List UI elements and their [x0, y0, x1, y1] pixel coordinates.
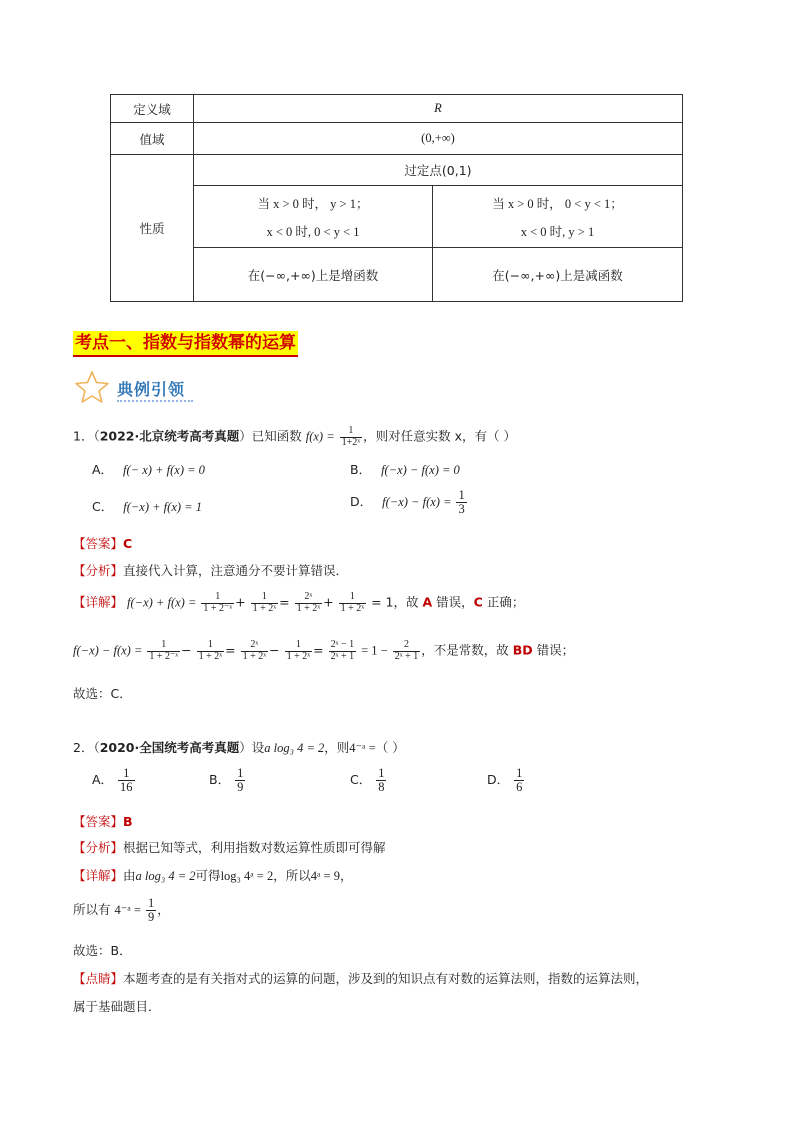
q1-option-a[interactable] — [92, 460, 205, 478]
q2-expression: 4⁻ᵃ = — [349, 741, 376, 755]
option-label: C． — [350, 772, 372, 788]
fraction — [201, 592, 234, 614]
detail-lhs: f(−x) − f(x) = — [73, 643, 143, 658]
numerator: 1 — [237, 766, 244, 780]
cond-line-2: x < 0 时, 0 < y < 1 — [266, 224, 360, 239]
detail-text: = 1，故 — [371, 594, 423, 610]
fraction — [393, 640, 421, 662]
analysis-tag: 【分析】 — [73, 840, 124, 855]
detail-text: 错误， — [432, 594, 474, 610]
cell-increasing: 在(−∞,+∞)上是增函数 — [194, 248, 433, 302]
q2-condition: a log₃ 4 = 2 — [264, 741, 325, 755]
denominator: 1 + 2⁻ˣ — [203, 602, 233, 614]
denominator: 16 — [120, 780, 133, 795]
section-title: 考点一、指数与指数幂的运算 — [73, 331, 298, 357]
numerator: 1 — [458, 488, 465, 502]
option-text: f(−x) − f(x) = — [382, 495, 452, 510]
fraction — [295, 592, 323, 614]
q2-answer — [73, 812, 133, 830]
cell-props-label: 性质 — [111, 155, 194, 302]
detail-option: A — [422, 594, 433, 610]
numerator: 1 — [339, 592, 367, 604]
cond-line-2: x < 0 时, y > 1 — [520, 224, 595, 239]
detail-text: 所以有 — [73, 902, 111, 918]
numerator: 1 — [118, 767, 135, 781]
option-fraction — [456, 489, 466, 516]
q2-option-a[interactable] — [92, 767, 136, 794]
q1-detail-line-2: f(−x) − f(x) = $\frac{1}{\text{1 + 2⁻ˣ}}$ − $\frac{1}{\text{1 + 2ˣ}}$ = $\frac{\text{2ˣ}}{\text{1 + 2ˣ}}$ − $\frac{1}{\text{1 + 2ˣ}}$ = $\frac{\text{2ˣ − 1}}{\text{2ˣ + 1}}$ = 1 − $\frac{2}{\text{2ˣ + 1}}$ ，不是常数，故 BD 错误； — [73, 639, 575, 662]
q2-stem — [73, 738, 405, 756]
analysis-tag: 【分析】 — [73, 563, 124, 578]
answer-value: B — [123, 814, 133, 829]
q2-option-d[interactable] — [487, 767, 525, 794]
detail-tag: 【详解】 — [73, 594, 124, 610]
analysis-text: 根据已知等式，利用指数对数运算性质即可得解 — [123, 840, 386, 855]
cell-domain-label: 定义域 — [111, 95, 194, 123]
detail-option: BD — [512, 642, 533, 658]
answer-tag: 【答案】 — [73, 814, 124, 829]
numerator: 1 — [378, 766, 385, 780]
q2-detail-line-2 — [73, 897, 170, 924]
q1-text-tail: ，则对任意实数 x，有（ ） — [363, 428, 517, 444]
q1-answer — [73, 534, 132, 552]
numerator: 2 — [393, 640, 421, 652]
q1-choose: 故选：C． — [73, 686, 132, 701]
detail-text: = 1 − — [361, 643, 388, 658]
denominator: 9 — [237, 780, 244, 795]
q2-source: 2020·全国统考高考真题 — [99, 740, 240, 755]
numerator: 1 — [251, 592, 279, 604]
fraction — [285, 640, 313, 662]
q2-comment-line-1 — [73, 969, 648, 987]
q1-number: 1．（ — [73, 428, 100, 444]
q1-function: f(x) = — [305, 429, 335, 444]
q1-option-b[interactable] — [350, 460, 460, 478]
answer-tag: 【答案】 — [73, 536, 124, 551]
denominator: 9 — [147, 910, 155, 925]
q1-option-d[interactable] — [350, 489, 468, 516]
q2-text: ）设 — [239, 740, 265, 755]
cell-increasing-cond — [194, 186, 433, 248]
denominator: 2ˣ + 1 — [394, 650, 419, 662]
denominator: 1 + 2ˣ — [286, 650, 311, 662]
option-label: A． — [92, 462, 114, 477]
denominator: 2ˣ + 1 — [330, 650, 355, 662]
denominator: 1 + 2ˣ — [252, 602, 277, 614]
denominator: 1 + 2⁻ˣ — [149, 650, 179, 662]
option-fraction — [118, 767, 135, 794]
numerator: 1 — [201, 592, 234, 604]
detail-text: 正确； — [482, 594, 525, 610]
badge-label: 典例引领 — [117, 380, 186, 399]
option-label: D． — [350, 494, 373, 510]
q2-number: 2．（ — [73, 740, 100, 755]
option-label: A． — [92, 772, 114, 788]
q1-analysis — [73, 561, 348, 579]
q2-analysis — [73, 838, 386, 856]
option-label: B． — [209, 772, 231, 788]
cell-decreasing-cond — [433, 186, 683, 248]
option-label: D． — [487, 772, 510, 788]
option-fraction — [235, 767, 245, 794]
properties-table — [110, 94, 683, 302]
denominator: 3 — [458, 502, 465, 517]
cell-range-value: (0,+∞) — [194, 123, 683, 155]
detail-math: log₃ 4ᵃ = 2 — [220, 869, 274, 883]
detail-tag: 【详解】 — [73, 868, 124, 883]
detail-math: 4ᵃ = 9 — [310, 869, 340, 883]
detail-text: 可得 — [195, 868, 221, 883]
option-text: f(− x) + f(x) = 0 — [123, 463, 205, 477]
numerator: 1 — [197, 640, 225, 652]
detail-text: 错误； — [532, 642, 575, 658]
q1-text: ）已知函数 — [239, 428, 302, 444]
badge-underline — [117, 400, 193, 402]
denominator: 1 + 2ˣ — [296, 602, 321, 614]
numerator: 2ˣ — [241, 640, 269, 652]
option-label: B． — [350, 462, 372, 477]
cell-domain-value: R — [194, 95, 683, 123]
detail-math: a log₃ 4 = 2 — [135, 869, 196, 883]
star-icon — [74, 370, 110, 404]
q1-option-c[interactable] — [92, 497, 202, 515]
fraction — [146, 897, 156, 924]
numerator: 2ˣ — [295, 592, 323, 604]
detail-text: 由 — [123, 868, 136, 883]
numerator: 1 — [147, 896, 155, 910]
answer-value: C — [123, 536, 133, 551]
numerator: 2ˣ − 1 — [330, 639, 355, 650]
q1-function-fraction — [340, 426, 363, 448]
q2-text: ，则 — [324, 740, 350, 755]
denominator: 6 — [516, 780, 523, 795]
detail-lhs: f(−x) + f(x) = — [127, 595, 197, 610]
q1-source: 2022·北京统考高考真题 — [99, 428, 240, 444]
q2-option-c[interactable] — [350, 767, 387, 794]
q1-detail-line-1: 【详解】 f(−x) + f(x) = $\frac{1}{\text{1 + 2⁻ˣ}}$ + $\frac{1}{\text{1 + 2ˣ}}$ = $\frac{\text{2ˣ}}{\text{1 + 2ˣ}}$ + $\frac{1}{\text{1 + 2ˣ}}$ = 1，故 A 错误，C 正确； — [73, 591, 525, 614]
option-label: C． — [92, 499, 114, 514]
fraction — [329, 640, 357, 662]
numerator: 1 — [285, 640, 313, 652]
q2-comment-line-2: 属于基础题目． — [73, 999, 161, 1014]
fraction — [251, 592, 279, 614]
q2-detail-line-1 — [73, 866, 353, 884]
q2-text-tail: （ ） — [375, 740, 405, 755]
detail-text: ，所以 — [273, 868, 311, 883]
analysis-text: 直接代入计算，注意通分不要计算错误． — [123, 563, 349, 578]
numerator: 1 — [516, 766, 523, 780]
denominator: 1 + 2ˣ — [198, 650, 223, 662]
fraction — [197, 640, 225, 662]
fraction — [339, 592, 367, 614]
denominator: 1 + 2ˣ — [340, 602, 365, 614]
comment-tag: 【点睛】 — [73, 971, 124, 986]
q1-stem — [73, 426, 516, 448]
option-text: f(−x) + f(x) = 1 — [123, 500, 202, 514]
cond-line-1: 当 x > 0 时， y > 1； — [257, 196, 369, 211]
q2-option-b[interactable] — [209, 767, 246, 794]
numerator: 1 — [340, 426, 363, 438]
fraction — [241, 640, 269, 662]
denominator: 1+2ˣ — [341, 436, 361, 448]
detail-math: 4⁻ᵃ = — [114, 903, 141, 918]
fraction — [147, 640, 180, 662]
cell-decreasing: 在(−∞,+∞)上是减函数 — [433, 248, 683, 302]
detail-text: ， — [157, 902, 170, 918]
numerator: 1 — [147, 640, 180, 652]
detail-text: ，不是常数，故 — [421, 642, 513, 658]
cell-fixed-point: 过定点(0,1) — [194, 155, 683, 186]
example-badge — [74, 370, 204, 404]
q2-choose: 故选：B． — [73, 943, 132, 958]
comment-text: 本题考查的是有关指对式的运算的问题，涉及到的知识点有对数的运算法则，指数的运算法则， — [123, 971, 649, 986]
option-fraction — [514, 767, 524, 794]
option-text: f(−x) − f(x) = 0 — [381, 463, 460, 477]
detail-option: C — [473, 594, 483, 610]
cell-range-label: 值域 — [111, 123, 194, 155]
denominator: 8 — [378, 780, 385, 795]
option-fraction — [376, 767, 386, 794]
denominator: 1 + 2ˣ — [242, 650, 267, 662]
detail-text: ， — [339, 868, 353, 883]
cond-line-1: 当 x > 0 时， 0 < y < 1； — [492, 196, 623, 211]
